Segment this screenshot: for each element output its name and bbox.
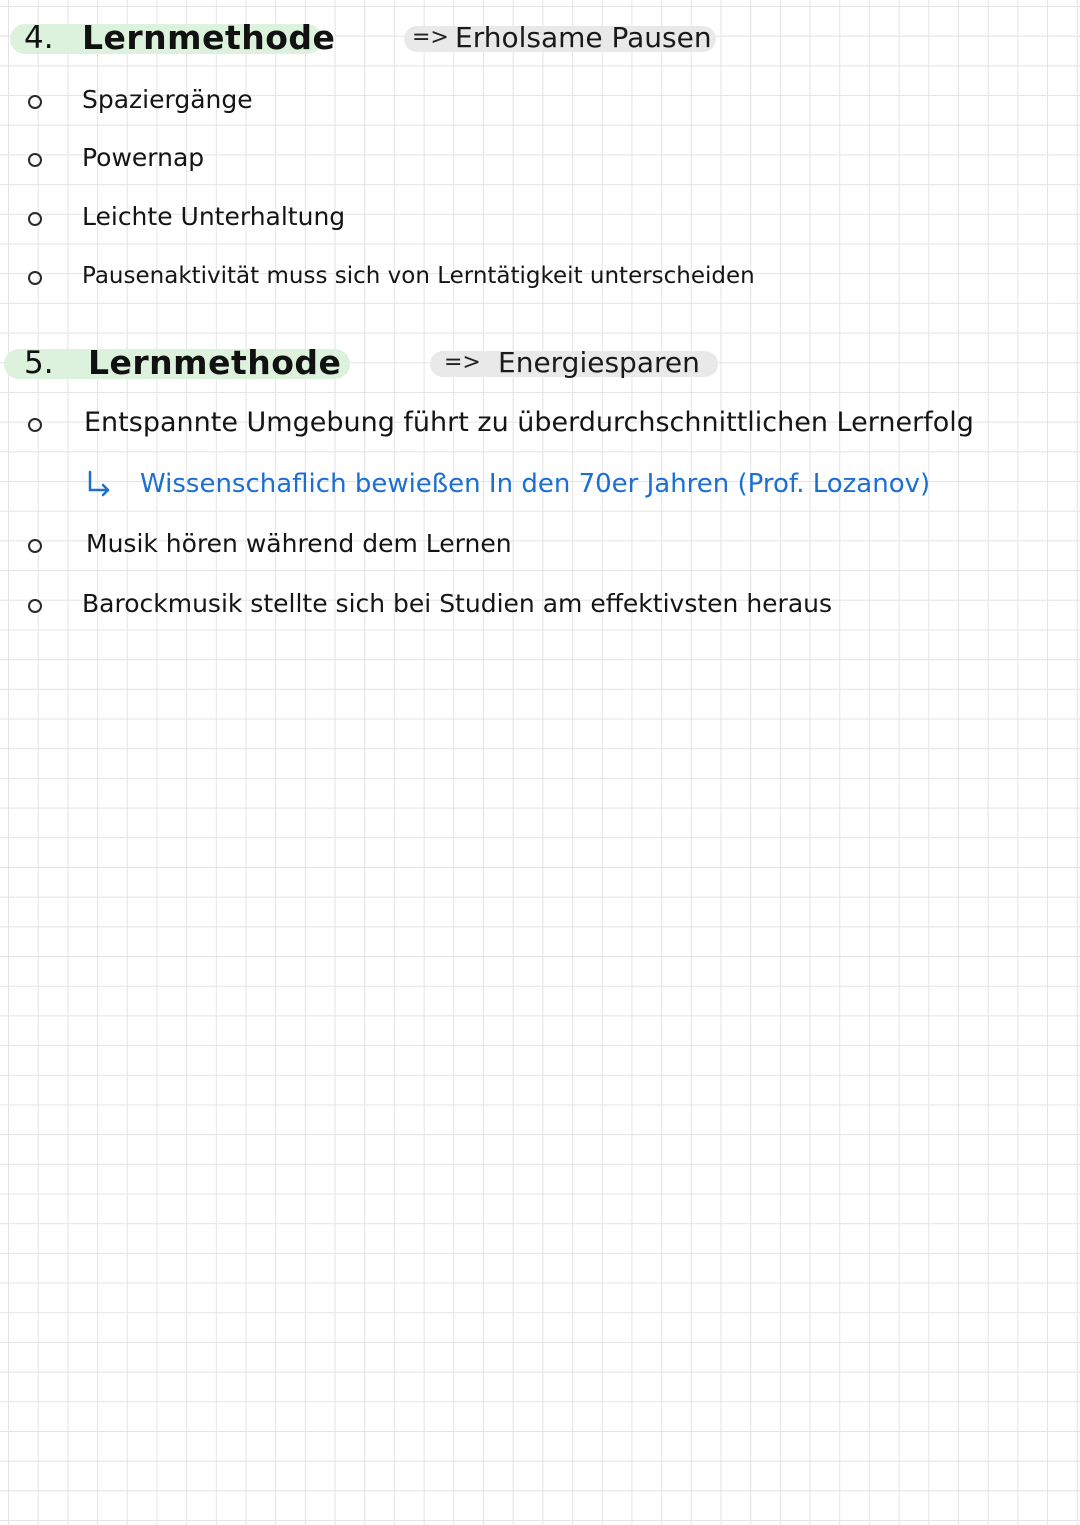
bullet-icon	[28, 418, 42, 432]
list-item	[0, 199, 1080, 239]
section-title: Lernmethode	[88, 343, 342, 382]
list-item	[0, 258, 1080, 298]
list-item	[0, 140, 1080, 180]
annotation-text: Wissenschaflich bewießen In den 70er Jahren (Prof. Lozanov)	[140, 469, 931, 499]
section-4-heading	[0, 18, 1080, 58]
list-item	[0, 82, 1080, 122]
section-topic: Energiesparen	[498, 346, 700, 379]
annotation-note	[0, 466, 1080, 506]
bullet-icon	[28, 271, 42, 285]
topic-arrow: =>	[444, 350, 481, 375]
section-number: 4.	[24, 20, 54, 56]
list-item-text: Entspannte Umgebung führt zu überdurchschnittlichen Lernerfolg	[84, 407, 974, 438]
list-item-text: Powernap	[82, 143, 205, 172]
list-item	[0, 526, 1080, 566]
list-item-text: Spaziergänge	[82, 85, 253, 114]
bullet-icon	[28, 539, 42, 553]
section-5-heading	[0, 343, 1080, 383]
section-title: Lernmethode	[82, 18, 336, 57]
section-number: 5.	[24, 345, 54, 381]
bullet-icon	[28, 95, 42, 109]
list-item-text: Barockmusik stellte sich bei Studien am effektivsten heraus	[82, 589, 833, 618]
return-arrow-icon	[86, 470, 114, 498]
list-item	[0, 405, 1080, 445]
bullet-icon	[28, 212, 42, 226]
bullet-icon	[28, 153, 42, 167]
section-topic: Erholsame Pausen	[455, 21, 712, 54]
list-item-text: Musik hören während dem Lernen	[86, 529, 512, 558]
list-item-text: Pausenaktivität muss sich von Lerntätigkeit unterscheiden	[82, 263, 755, 289]
topic-arrow: =>	[412, 25, 449, 50]
bullet-icon	[28, 599, 42, 613]
list-item	[0, 586, 1080, 626]
list-item-text: Leichte Unterhaltung	[82, 202, 346, 231]
